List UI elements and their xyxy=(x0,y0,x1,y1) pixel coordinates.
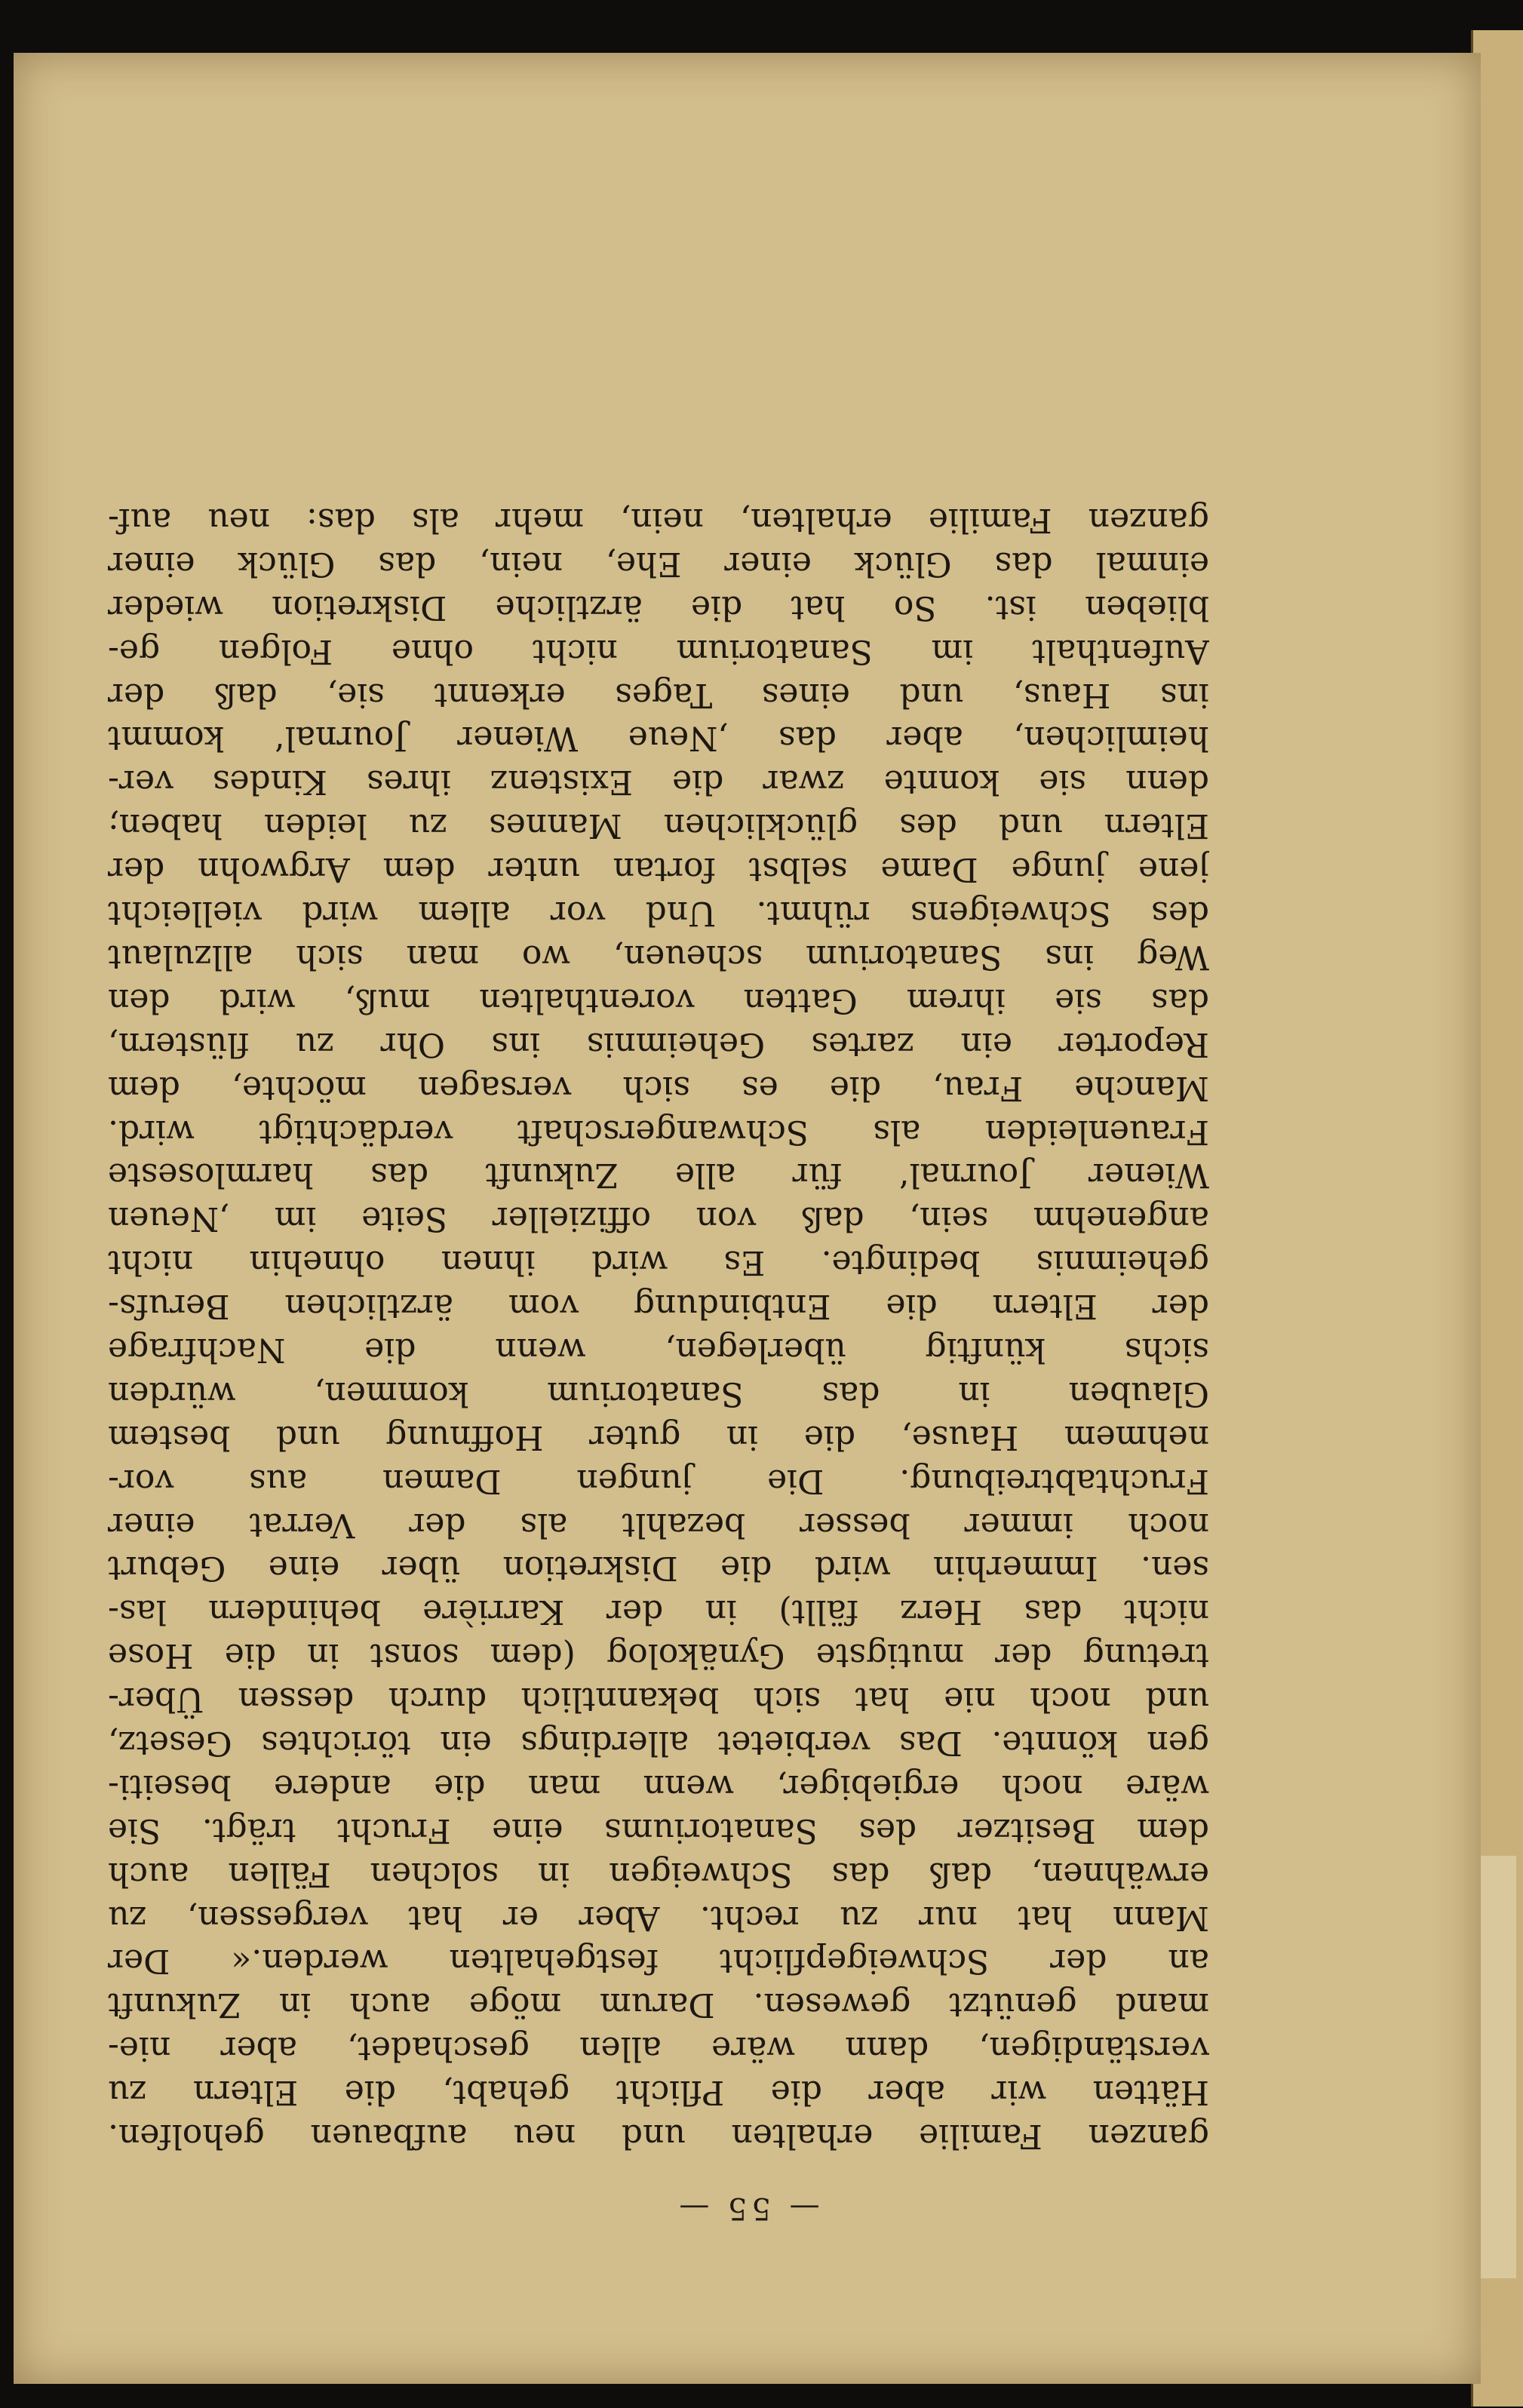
text-line: das sie ihrem Gatten vorenthalten muß, wird den xyxy=(108,981,1209,1020)
text-line: Mann hat nur zu recht. Aber er hat vergessen, zu xyxy=(108,1898,1209,1937)
text-line: blieben ist. So hat die ärztliche Diskretion wieder xyxy=(108,588,1209,627)
text-line: gen könnte. Das verbietet allerdings ein törichtes Gesetz, xyxy=(108,1723,1209,1762)
book-page xyxy=(14,53,1481,2384)
text-line: sichs künftig überlegen, wenn die Nachfrage xyxy=(108,1330,1209,1369)
text-line: Aufenthalt im Sanatorium nicht ohne Folgen ge- xyxy=(108,631,1209,671)
text-line: nehmem Hause, die in guter Hoffnung und bestem xyxy=(108,1417,1209,1457)
text-line: Reporter ein zartes Geheimnis ins Ohr zu flüstern, xyxy=(108,1024,1209,1064)
text-line: der Eltern die Entbindung vom ärztlichen Berufs- xyxy=(108,1287,1209,1326)
text-line: ganzen Familie erhalten und neu aufbauen geholfen. xyxy=(108,2117,1209,2155)
text-line: dem Besitzer des Sanatoriums eine Frucht trägt. Sie xyxy=(108,1811,1209,1850)
text-line: jene junge Dame selbst fortan unter dem Argwohn der xyxy=(108,850,1209,889)
text-line: Hätten wir aber die Pflicht gehabt, die Eltern zu xyxy=(108,2073,1209,2112)
page-number: — 55 — xyxy=(674,2191,820,2225)
text-line: angenehm sein, daß von offizieller Seite im ‚Neuen xyxy=(108,1199,1209,1239)
text-line: verständigen, dann wäre allen geschadet, aber nie- xyxy=(108,2029,1209,2069)
text-line: Glauben in das Sanatorium kommen, würden xyxy=(108,1374,1209,1413)
text-line: ganzen Familie erhalten, nein, mehr als das: neu auf- xyxy=(108,501,1209,540)
text-line: geheimnis bedingte. Es wird ihnen ohnehin nicht xyxy=(108,1243,1209,1282)
text-line: noch immer besser bezahlt als der Verrat einer xyxy=(108,1505,1209,1544)
text-line: Fruchtabtreibung. Die jungen Damen aus vor- xyxy=(108,1461,1209,1500)
body-text xyxy=(108,498,1209,2158)
text-line: wäre noch ergiebiger, wenn man die andere beseiti- xyxy=(108,1767,1209,1806)
text-line: Weg ins Sanatorium scheuen, wo man sich allzulaut xyxy=(108,937,1209,976)
text-line: denn sie konnte zwar die Existenz ihres Kindes ver- xyxy=(108,763,1209,802)
text-line: an der Schweigepflicht festgehalten werden.« Der xyxy=(108,1942,1209,1981)
text-line: und noch nie hat sich bekanntlich durch dessen Über- xyxy=(108,1680,1209,1719)
text-line: Frauenleiden als Schwangerschaft verdächtigt wird. xyxy=(108,1112,1209,1151)
text-line: erwähnen, daß das Schweigen in solchen Fällen auch xyxy=(108,1854,1209,1894)
text-line: ins Haus, und eines Tages erkennt sie, daß der xyxy=(108,675,1209,714)
text-line: Eltern und des glücklichen Mannes zu leiden haben; xyxy=(108,806,1209,846)
text-line: des Schweigens rühmt. Und vor allem wird vielleicht xyxy=(108,894,1209,933)
text-line: Wiener Journal‘ für alle Zukunft das harmloseste xyxy=(108,1156,1209,1195)
text-line: sen. Immerhin wird die Diskretion über eine Geburt xyxy=(108,1549,1209,1588)
text-line: tretung der mutigste Gynäkolog (dem sonst in die Hose xyxy=(108,1636,1209,1675)
text-line: einmal das Glück einer Ehe, nein, das Glück einer xyxy=(108,544,1209,583)
text-line: nicht das Herz fällt) in der Karrière behindern las- xyxy=(108,1593,1209,1632)
text-line: mand genützt gewesen. Darum möge auch in Zukunft xyxy=(108,1986,1209,2025)
text-line: Manche Frau, die es sich versagen möchte, dem xyxy=(108,1068,1209,1107)
upside-down-text-block xyxy=(14,53,1481,2384)
text-line: heimlichen, aber das ‚Neue Wiener Journal‘ kommt xyxy=(108,719,1209,758)
